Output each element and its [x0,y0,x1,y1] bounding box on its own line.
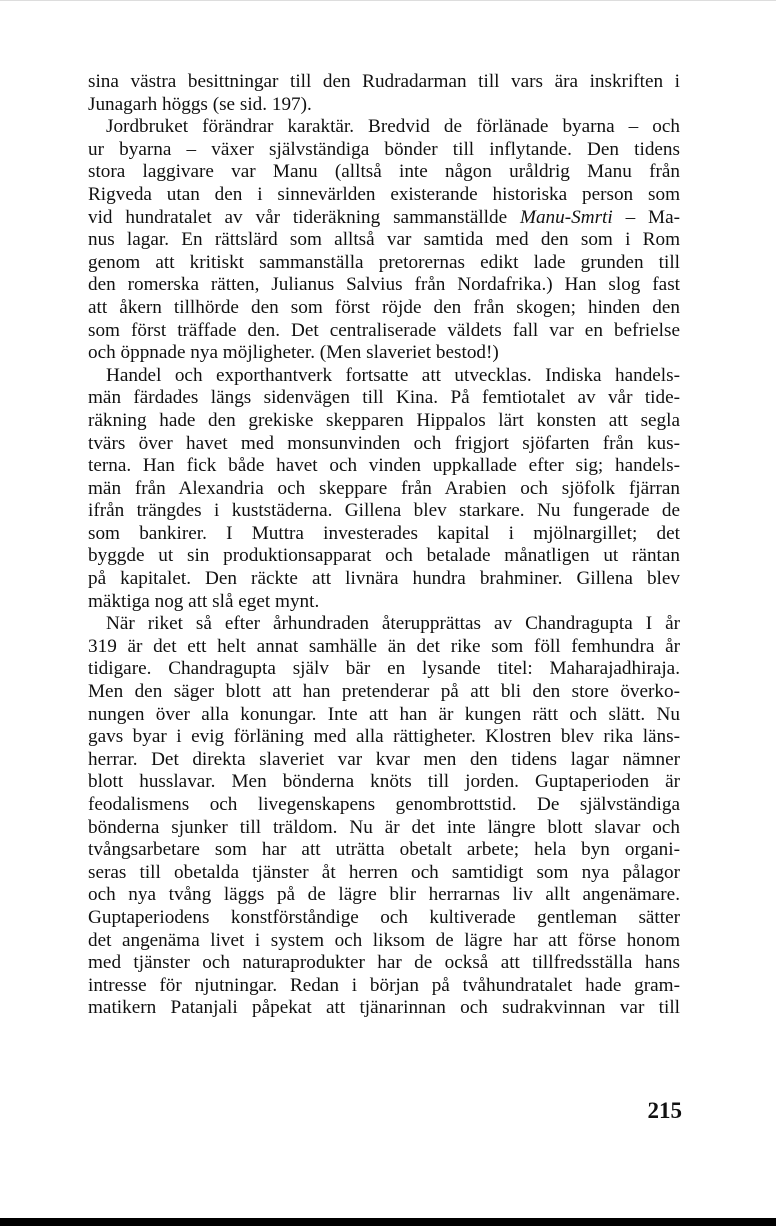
text-line: byggde ut sin produktionsapparat och betalade månatligen ut räntan [88,545,680,567]
text-line: som först träffade den. Det centraliserade väldets fall var en befrielse [88,319,680,341]
text-line: den romerska rätten, Julianus Salvius från Nordafrika.) Han slog fast [88,274,680,296]
text-line: det angenäma livet i system och liksom de lägre har att förse honom [88,929,680,951]
paragraph [88,613,680,1020]
text-line: När riket så efter århundraden återupprättas av Chandragupta I år [106,613,680,635]
text-line: matikern Patanjali påpekat att tjänarinnan och sudrakvinnan var till [88,997,680,1019]
paragraph [88,365,680,614]
text-line: män från Alexandria och skeppare från Arabien och sjöfolk fjärran [88,477,680,499]
paragraph [88,116,680,365]
body-text [88,71,680,1020]
text-line: tvärs över havet med monsunvinden och frigjort sjöfarten från kus- [88,432,680,454]
text-line: Junagarh höggs (se sid. 197). [88,93,312,115]
page-number: 215 [647,1098,682,1123]
text-line: Rigveda utan den i sinnevärlden existerande historiska person som [88,183,680,205]
text-line: män färdades längs sidenvägen till Kina. På femtiotalet av vår tide- [88,387,680,409]
text-line: vid hundratalet av vår tideräkning sammanställde Manu-Smrti – Ma- [88,206,680,228]
text-line: stora laggivare var Manu (alltså inte någon uråldrig Manu från [88,161,680,183]
text-line: på kapitalet. Den räckte att livnära hundra brahminer. Gillena blev [88,568,680,590]
text-line: tvångsarbetare som har att uträtta obetalt arbete; hela byn organi- [88,839,680,861]
text-line: seras till obetalda tjänster åt herren och samtidigt som nya pålagor [88,861,680,883]
text-line: ur byarna – växer självständiga bönder till inflytande. Den tidens [88,138,680,160]
text-line: 319 är det ett helt annat samhälle än det rike som föll femhundra år [88,635,680,657]
text-line: mäktiga nog att slå eget mynt. [88,590,320,612]
text-line: nus lagar. En rättslärd som alltså var samtida med den som i Rom [88,229,680,251]
text-line: blott husslavar. Men bönderna knöts till jorden. Guptaperioden är [88,771,680,793]
text-line: bönderna sjunker till träldom. Nu är det inte längre blott slavar och [88,816,680,838]
text-line: och öppnade nya möjligheter. (Men slaveriet bestod!) [88,342,499,364]
text-line: Handel och exporthantverk fortsatte att utvecklas. Indiska handels- [106,364,680,386]
text-line: terna. Han fick både havet och vinden uppkallade efter sig; handels- [88,455,680,477]
text-line: Guptaperiodens konstförståndige och kultiverade gentleman sätter [88,906,680,928]
scan-border [0,1218,776,1226]
text-line: herrar. Det direkta slaveriet var kvar men den tidens lagar nämner [88,748,680,770]
text-line: Jordbruket förändrar karaktär. Bredvid de förlänade byarna – och [106,116,680,138]
text-line: med tjänster och naturaprodukter har de också att tillfredsställa hans [88,952,680,974]
text-line: nungen över alla konungar. Inte att han är kungen rätt och slätt. Nu [88,703,680,725]
text-line: ifrån trängdes i kuststäderna. Gillena blev starkare. Nu fungerade de [88,500,680,522]
text-line: räkning hade den grekiske skepparen Hippalos lärt konsten att segla [88,409,680,431]
text-line: sina västra besittningar till den Rudradarman till vars ära inskriften i [88,71,680,92]
text-line: och nya tvång läggs på de lägre blir herrarnas liv allt angenämare. [88,884,680,906]
text-line: tidigare. Chandragupta själv bär en lysande titel: Maharajadhiraja. [88,658,680,680]
text-line: som bankirer. I Muttra investerades kapital i mjölnargillet; det [88,522,680,544]
text-line: gavs byar i evig förläning med alla rättigheter. Klostren blev rika läns- [88,726,680,748]
scan-edge [0,0,776,1]
paragraph [88,71,680,116]
text-line: intresse för njutningar. Redan i början på tvåhundratalet hade gram- [88,974,680,996]
text-line: Men den säger blott att han pretenderar på att bli den store överko- [88,681,680,703]
text-line: att åkern tillhörde den som först röjde den från skogen; hinden den [88,296,680,318]
text-line: genom att kritiskt sammanställa pretorernas edikt lade grunden till [88,251,680,273]
text-line: feodalismens och livegenskapens genombrottstid. De självständiga [88,794,680,815]
